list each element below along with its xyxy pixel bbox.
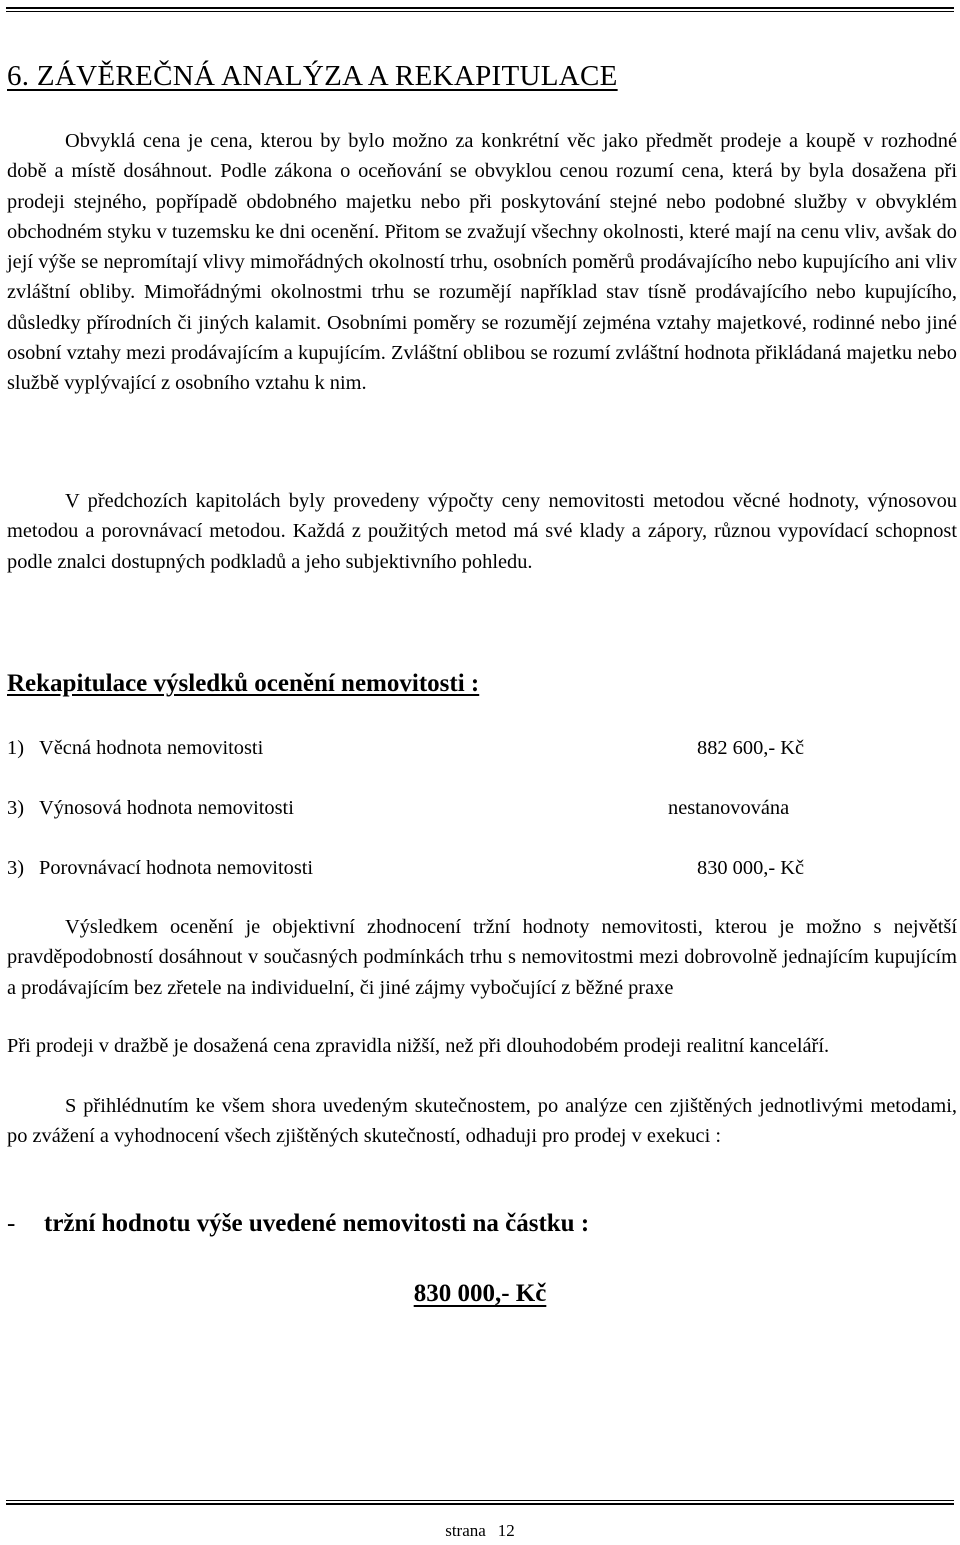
paragraph-auction	[7, 1031, 957, 1061]
recap-row-value: 882 600,- Kč	[697, 737, 805, 759]
paragraph-text: S přihlédnutím ke všem shora uvedeným skutečnostem, po analýze cen zjištěných jednotlivými metodami, po zvážení a vyhodnocení všech zjištěných skutečností, odhaduji pro prodej v exekuci :	[7, 1095, 957, 1148]
conclusion-text: tržní hodnotu výše uvedené nemovitosti na částku :	[44, 1210, 590, 1237]
footer-page-number: 12	[497, 1521, 515, 1540]
paragraph-text: Obvyklá cena je cena, kterou by bylo možno za konkrétní věc jako předmět prodeje a koupě v rozhodné době a místě dosáhnout. Podle zákona o oceňování se obvyklou cenou rozumí cena, která by byla dosažena při prodeji stejného, popřípadě obdobného majetku nebo při poskytování stejné nebo podobné služby v obvyklém obchodném styku v tuzemsku ke dni ocenění. Přitom se zvažují všechny okolnosti, které mají na cenu vliv, avšak do její výše se nepromítají vlivy mimořádných okolností trhu, osobních poměrů prodávajícího nebo kupujícího ani vliv zvláštní obliby. Mimořádnými okolnostmi trhu se rozumějí například stav tísně prodávajícího nebo kupujícího, důsledky přírodních či jiných kalamit. Osobními poměry se rozumějí zejména vztahy majetkové, rodinné nebo jiné osobní vztahy mezi prodávajícím a kupujícím. Zvláštní oblibou se rozumí zvláštní hodnota přikládaná majetku nebo službě vyplývající z osobního vztahu k nim.	[7, 130, 957, 395]
paragraph-result	[7, 912, 957, 1003]
paragraph-text: V předchozích kapitolách byly provedeny výpočty ceny nemovitosti metodou věcné hodnoty, výnosovou metodou a porovnávací metodou. Každá z použitých metod má své klady a zápory, různou vypovídací schopnost podle znalci dostupných podkladů a jeho subjektivního pohledu.	[7, 490, 957, 573]
chapter-title: 6. ZÁVĚREČNÁ ANALÝZA A REKAPITULACE	[7, 60, 618, 92]
paragraph-estimate	[7, 1091, 957, 1152]
top-rule	[6, 7, 954, 12]
final-market-value	[0, 1280, 960, 1308]
recap-row-number: 3)	[7, 797, 24, 819]
recap-heading: Rekapitulace výsledků ocenění nemovitosti :	[7, 670, 480, 697]
recap-row-label: Věcná hodnota nemovitosti	[39, 737, 264, 759]
recap-row-comparative-value	[7, 853, 947, 883]
conclusion-dash: -	[7, 1210, 16, 1237]
paragraph-text: Výsledkem ocenění je objektivní zhodnocení tržní hodnoty nemovitosti, kterou je možno s největší pravděpodobností dosáhnout v současných podmínkách trhu s nemovitostmi mezi dobrovolně jednajícím kupujícím a prodávajícím bez zřetele na individuelní, či jiné zájmy vybočující z běžné praxe	[7, 916, 957, 999]
recap-row-label: Výnosová hodnota nemovitosti	[39, 797, 294, 819]
page-footer	[0, 1521, 960, 1541]
recap-row-value: nestanovována	[668, 797, 790, 819]
recap-row-cost-value	[7, 733, 947, 763]
recap-row-income-value	[7, 793, 947, 823]
footer-page-label: strana	[445, 1521, 486, 1540]
conclusion-line	[7, 1210, 589, 1238]
recap-row-value: 830 000,- Kč	[697, 857, 805, 879]
bottom-rule	[6, 1500, 954, 1505]
paragraph-text: Při prodeji v dražbě je dosažená cena zpravidla nižší, než při dlouhodobém prodeji realitní kanceláří.	[7, 1035, 830, 1057]
recap-row-number: 1)	[7, 737, 24, 759]
paragraph-usual-price	[7, 126, 957, 399]
recap-row-number: 3)	[7, 857, 24, 879]
final-value-amount: 830 000,- Kč	[413, 1280, 547, 1307]
paragraph-methods	[7, 486, 957, 577]
recap-row-label: Porovnávací hodnota nemovitosti	[39, 857, 314, 879]
